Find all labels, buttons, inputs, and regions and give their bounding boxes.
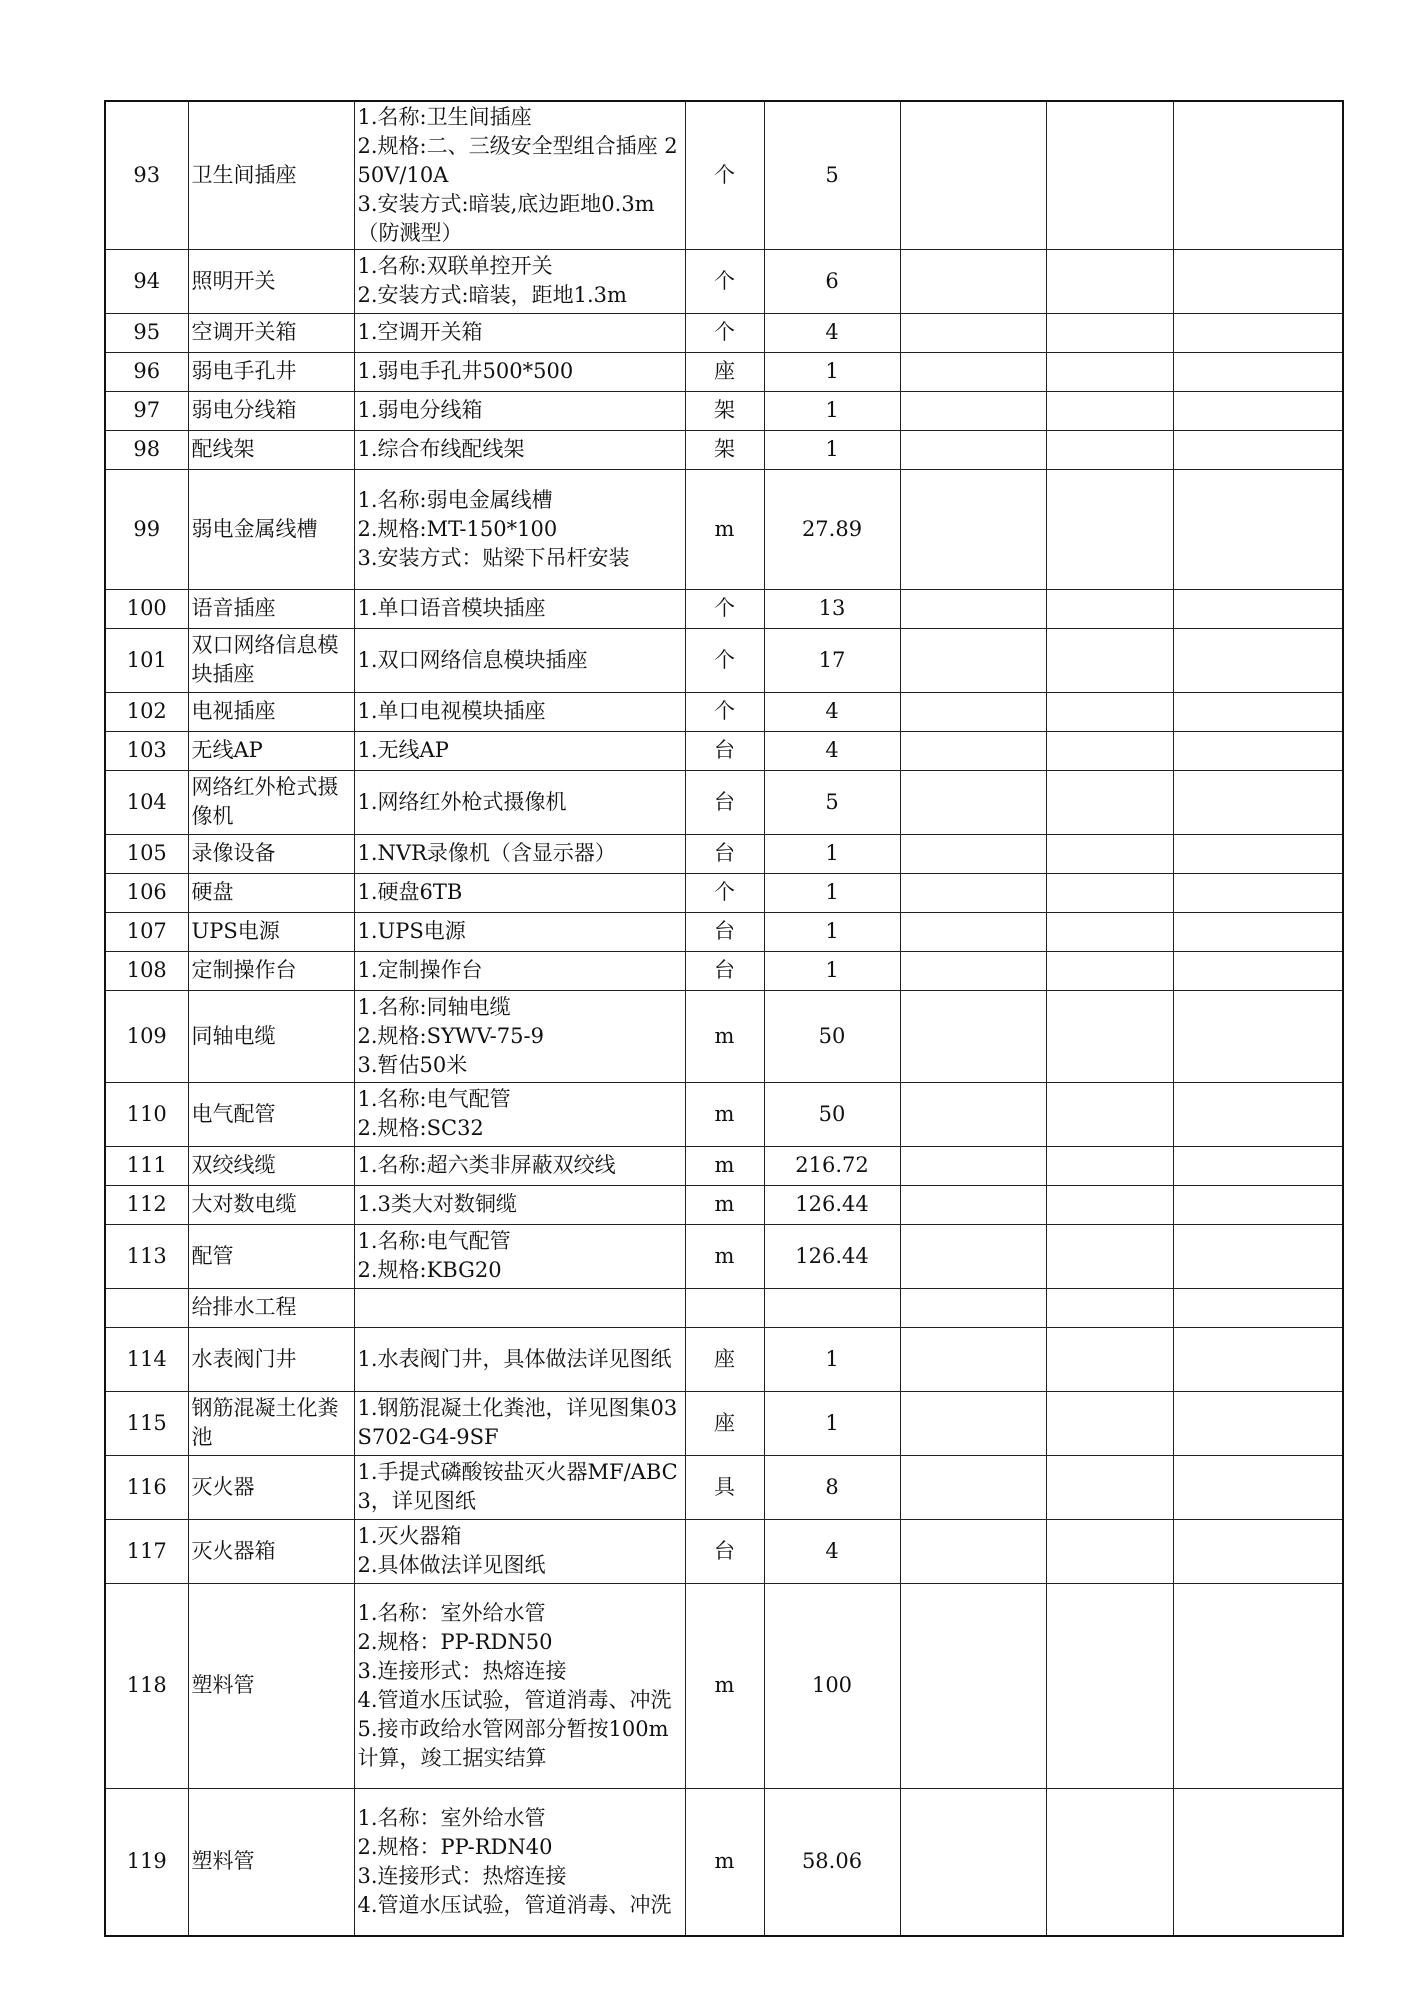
unit-price-cell — [900, 1288, 1046, 1327]
unit-cell: 台 — [685, 834, 764, 873]
quantity-cell: 1 — [764, 391, 900, 430]
total-price-cell — [1046, 990, 1173, 1082]
table-row — [105, 430, 1343, 469]
item-name-cell: 钢筋混凝土化粪池 — [188, 1391, 354, 1455]
item-description-cell: 1.UPS电源 — [354, 912, 685, 951]
unit-price-cell — [900, 731, 1046, 770]
item-name-cell: 大对数电缆 — [188, 1185, 354, 1224]
item-name-cell: 无线AP — [188, 731, 354, 770]
item-number-cell: 113 — [105, 1224, 188, 1288]
unit-price-cell — [900, 692, 1046, 731]
remarks-cell — [1173, 731, 1343, 770]
remarks-cell — [1173, 589, 1343, 628]
total-price-cell — [1046, 430, 1173, 469]
unit-price-cell — [900, 1519, 1046, 1583]
unit-cell: 个 — [685, 589, 764, 628]
remarks-cell — [1173, 990, 1343, 1082]
unit-cell: m — [685, 1082, 764, 1146]
table-row — [105, 313, 1343, 352]
item-description-cell: 1.钢筋混凝土化粪池，详见图集03S702-G4-9SF — [354, 1391, 685, 1455]
item-description-cell: 1.定制操作台 — [354, 951, 685, 990]
quantity-cell: 1 — [764, 873, 900, 912]
remarks-cell — [1173, 1327, 1343, 1391]
unit-price-cell — [900, 1224, 1046, 1288]
quantity-cell: 100 — [764, 1583, 900, 1788]
unit-cell: 台 — [685, 951, 764, 990]
item-name-cell: 塑料管 — [188, 1583, 354, 1788]
unit-cell: 座 — [685, 352, 764, 391]
quantity-cell: 4 — [764, 731, 900, 770]
item-name-cell: 弱电分线箱 — [188, 391, 354, 430]
quantity-cell: 216.72 — [764, 1146, 900, 1185]
table-row — [105, 1391, 1343, 1455]
table-row — [105, 589, 1343, 628]
unit-cell: 台 — [685, 731, 764, 770]
total-price-cell — [1046, 628, 1173, 692]
item-description-cell: 1.无线AP — [354, 731, 685, 770]
item-number-cell: 110 — [105, 1082, 188, 1146]
quantity-cell: 13 — [764, 589, 900, 628]
item-description-cell: 1.单口电视模块插座 — [354, 692, 685, 731]
item-number-cell: 116 — [105, 1455, 188, 1519]
unit-cell: 个 — [685, 101, 764, 249]
remarks-cell — [1173, 313, 1343, 352]
unit-cell — [685, 1288, 764, 1327]
remarks-cell — [1173, 101, 1343, 249]
table-row — [105, 990, 1343, 1082]
remarks-cell — [1173, 430, 1343, 469]
item-number-cell: 106 — [105, 873, 188, 912]
total-price-cell — [1046, 951, 1173, 990]
unit-price-cell — [900, 912, 1046, 951]
quantity-cell: 8 — [764, 1455, 900, 1519]
item-number-cell: 118 — [105, 1583, 188, 1788]
unit-cell: 台 — [685, 1519, 764, 1583]
item-name-cell: 配管 — [188, 1224, 354, 1288]
total-price-cell — [1046, 313, 1173, 352]
remarks-cell — [1173, 1583, 1343, 1788]
item-description-cell: 1.NVR录像机（含显示器） — [354, 834, 685, 873]
table-row — [105, 1224, 1343, 1288]
table-row — [105, 352, 1343, 391]
unit-price-cell — [900, 430, 1046, 469]
unit-cell: 台 — [685, 912, 764, 951]
remarks-cell — [1173, 873, 1343, 912]
quantity-cell: 1 — [764, 834, 900, 873]
item-name-cell: 塑料管 — [188, 1788, 354, 1936]
item-name-cell: 灭火器 — [188, 1455, 354, 1519]
item-name-cell: 灭火器箱 — [188, 1519, 354, 1583]
unit-price-cell — [900, 469, 1046, 589]
remarks-cell — [1173, 469, 1343, 589]
quantity-cell: 1 — [764, 1327, 900, 1391]
total-price-cell — [1046, 469, 1173, 589]
item-name-cell: 硬盘 — [188, 873, 354, 912]
total-price-cell — [1046, 1288, 1173, 1327]
quantity-cell: 126.44 — [764, 1185, 900, 1224]
quantity-cell: 5 — [764, 101, 900, 249]
item-number-cell: 115 — [105, 1391, 188, 1455]
item-name-cell: 电气配管 — [188, 1082, 354, 1146]
item-name-cell: 弱电金属线槽 — [188, 469, 354, 589]
item-name-cell: 照明开关 — [188, 249, 354, 313]
item-description-cell: 1.弱电分线箱 — [354, 391, 685, 430]
item-description-cell: 1.名称:电气配管 2.规格:SC32 — [354, 1082, 685, 1146]
item-name-cell: 卫生间插座 — [188, 101, 354, 249]
total-price-cell — [1046, 1391, 1173, 1455]
table-row — [105, 628, 1343, 692]
total-price-cell — [1046, 1327, 1173, 1391]
total-price-cell — [1046, 731, 1173, 770]
item-description-cell: 1.名称：室外给水管 2.规格：PP-RDN50 3.连接形式：热熔连接 4.管道水压试验，管道消毒、冲洗 5.接市政给水管网部分暂按100m计算，竣工据实结算 — [354, 1583, 685, 1788]
table-row — [105, 469, 1343, 589]
item-description-cell: 1.名称:电气配管 2.规格:KBG20 — [354, 1224, 685, 1288]
item-name-cell: 双口网络信息模块插座 — [188, 628, 354, 692]
item-number-cell: 108 — [105, 951, 188, 990]
remarks-cell — [1173, 692, 1343, 731]
quantity-cell: 4 — [764, 1519, 900, 1583]
item-description-cell: 1.名称:同轴电缆 2.规格:SYWV-75-9 3.暂估50米 — [354, 990, 685, 1082]
item-number-cell: 101 — [105, 628, 188, 692]
unit-price-cell — [900, 873, 1046, 912]
item-number-cell: 97 — [105, 391, 188, 430]
item-number-cell: 112 — [105, 1185, 188, 1224]
unit-price-cell — [900, 249, 1046, 313]
total-price-cell — [1046, 101, 1173, 249]
table-row — [105, 912, 1343, 951]
quantity-cell: 6 — [764, 249, 900, 313]
remarks-cell — [1173, 1146, 1343, 1185]
table-row — [105, 1519, 1343, 1583]
unit-cell: m — [685, 469, 764, 589]
quantity-cell: 5 — [764, 770, 900, 834]
unit-price-cell — [900, 391, 1046, 430]
unit-cell: 个 — [685, 628, 764, 692]
quantity-cell — [764, 1288, 900, 1327]
item-description-cell: 1.双口网络信息模块插座 — [354, 628, 685, 692]
bill-of-quantities-table — [104, 100, 1344, 1937]
item-name-cell: 电视插座 — [188, 692, 354, 731]
remarks-cell — [1173, 1455, 1343, 1519]
quantity-cell: 58.06 — [764, 1788, 900, 1936]
unit-price-cell — [900, 1185, 1046, 1224]
unit-price-cell — [900, 1455, 1046, 1519]
total-price-cell — [1046, 1146, 1173, 1185]
remarks-cell — [1173, 770, 1343, 834]
item-description-cell: 1.单口语音模块插座 — [354, 589, 685, 628]
item-description-cell: 1.空调开关箱 — [354, 313, 685, 352]
table-row — [105, 1082, 1343, 1146]
unit-cell: m — [685, 1185, 764, 1224]
quantity-cell: 4 — [764, 692, 900, 731]
item-name-cell: 语音插座 — [188, 589, 354, 628]
table-row — [105, 1788, 1343, 1936]
total-price-cell — [1046, 1788, 1173, 1936]
quantity-cell: 1 — [764, 912, 900, 951]
unit-price-cell — [900, 1082, 1046, 1146]
item-number-cell: 109 — [105, 990, 188, 1082]
table-row — [105, 873, 1343, 912]
unit-cell: 个 — [685, 313, 764, 352]
quantity-cell: 50 — [764, 990, 900, 1082]
total-price-cell — [1046, 770, 1173, 834]
remarks-cell — [1173, 1788, 1343, 1936]
unit-price-cell — [900, 951, 1046, 990]
table-body — [105, 101, 1343, 1936]
total-price-cell — [1046, 1455, 1173, 1519]
total-price-cell — [1046, 912, 1173, 951]
item-description-cell: 1.名称:卫生间插座 2.规格:二、三级安全型组合插座 250V/10A 3.安装方式:暗装,底边距地0.3m（防溅型） — [354, 101, 685, 249]
remarks-cell — [1173, 1391, 1343, 1455]
unit-cell: m — [685, 1583, 764, 1788]
item-number-cell: 99 — [105, 469, 188, 589]
table-row — [105, 770, 1343, 834]
remarks-cell — [1173, 352, 1343, 391]
table-row — [105, 391, 1343, 430]
unit-cell: 个 — [685, 692, 764, 731]
unit-price-cell — [900, 1391, 1046, 1455]
item-number-cell: 107 — [105, 912, 188, 951]
unit-cell: m — [685, 990, 764, 1082]
item-name-cell: 水表阀门井 — [188, 1327, 354, 1391]
unit-price-cell — [900, 352, 1046, 391]
unit-price-cell — [900, 1583, 1046, 1788]
item-number-cell: 94 — [105, 249, 188, 313]
total-price-cell — [1046, 352, 1173, 391]
quantity-cell: 50 — [764, 1082, 900, 1146]
item-name-cell: 弱电手孔井 — [188, 352, 354, 391]
item-number-cell: 103 — [105, 731, 188, 770]
item-number-cell: 96 — [105, 352, 188, 391]
unit-cell: 个 — [685, 249, 764, 313]
quantity-cell: 27.89 — [764, 469, 900, 589]
quantity-cell: 4 — [764, 313, 900, 352]
item-description-cell: 1.综合布线配线架 — [354, 430, 685, 469]
unit-price-cell — [900, 313, 1046, 352]
table-row — [105, 951, 1343, 990]
unit-cell: 架 — [685, 391, 764, 430]
item-number-cell — [105, 1288, 188, 1327]
table-row — [105, 1327, 1343, 1391]
table-row — [105, 249, 1343, 313]
item-description-cell: 1.水表阀门井，具体做法详见图纸 — [354, 1327, 685, 1391]
unit-price-cell — [900, 1146, 1046, 1185]
quantity-cell: 1 — [764, 1391, 900, 1455]
unit-cell: 台 — [685, 770, 764, 834]
item-description-cell: 1.硬盘6TB — [354, 873, 685, 912]
item-description-cell: 1.名称:弱电金属线槽 2.规格:MT-150*100 3.安装方式：贴梁下吊杆安装 — [354, 469, 685, 589]
remarks-cell — [1173, 834, 1343, 873]
item-number-cell: 114 — [105, 1327, 188, 1391]
quantity-cell: 1 — [764, 951, 900, 990]
item-description-cell: 1.名称:超六类非屏蔽双绞线 — [354, 1146, 685, 1185]
remarks-cell — [1173, 391, 1343, 430]
item-name-cell: 双绞线缆 — [188, 1146, 354, 1185]
unit-price-cell — [900, 628, 1046, 692]
item-number-cell: 100 — [105, 589, 188, 628]
remarks-cell — [1173, 249, 1343, 313]
total-price-cell — [1046, 1224, 1173, 1288]
unit-cell: 个 — [685, 873, 764, 912]
unit-cell: m — [685, 1146, 764, 1185]
unit-price-cell — [900, 834, 1046, 873]
total-price-cell — [1046, 1519, 1173, 1583]
total-price-cell — [1046, 1583, 1173, 1788]
unit-price-cell — [900, 101, 1046, 249]
unit-cell: 座 — [685, 1327, 764, 1391]
item-name-cell: UPS电源 — [188, 912, 354, 951]
table-row — [105, 731, 1343, 770]
unit-cell: m — [685, 1788, 764, 1936]
item-number-cell: 93 — [105, 101, 188, 249]
item-number-cell: 111 — [105, 1146, 188, 1185]
item-description-cell: 1.3类大对数铜缆 — [354, 1185, 685, 1224]
table-row — [105, 1185, 1343, 1224]
item-name-cell: 空调开关箱 — [188, 313, 354, 352]
table-row — [105, 1455, 1343, 1519]
unit-price-cell — [900, 1788, 1046, 1936]
item-name-cell: 网络红外枪式摄像机 — [188, 770, 354, 834]
item-name-cell: 给排水工程 — [188, 1288, 354, 1327]
table-row — [105, 1583, 1343, 1788]
table-row — [105, 1288, 1343, 1327]
item-name-cell: 同轴电缆 — [188, 990, 354, 1082]
unit-cell: 座 — [685, 1391, 764, 1455]
item-number-cell: 95 — [105, 313, 188, 352]
table-row — [105, 692, 1343, 731]
item-name-cell: 定制操作台 — [188, 951, 354, 990]
quantity-cell: 1 — [764, 430, 900, 469]
total-price-cell — [1046, 1185, 1173, 1224]
remarks-cell — [1173, 1185, 1343, 1224]
remarks-cell — [1173, 1224, 1343, 1288]
unit-cell: m — [685, 1224, 764, 1288]
item-number-cell: 117 — [105, 1519, 188, 1583]
remarks-cell — [1173, 1082, 1343, 1146]
quantity-cell: 17 — [764, 628, 900, 692]
item-description-cell: 1.手提式磷酸铵盐灭火器MF/ABC3，详见图纸 — [354, 1455, 685, 1519]
total-price-cell — [1046, 589, 1173, 628]
remarks-cell — [1173, 1288, 1343, 1327]
total-price-cell — [1046, 834, 1173, 873]
unit-price-cell — [900, 1327, 1046, 1391]
total-price-cell — [1046, 873, 1173, 912]
item-description-cell: 1.弱电手孔井500*500 — [354, 352, 685, 391]
item-description-cell: 1.灭火器箱 2.具体做法详见图纸 — [354, 1519, 685, 1583]
total-price-cell — [1046, 249, 1173, 313]
remarks-cell — [1173, 912, 1343, 951]
item-number-cell: 104 — [105, 770, 188, 834]
item-name-cell: 配线架 — [188, 430, 354, 469]
remarks-cell — [1173, 628, 1343, 692]
unit-cell: 架 — [685, 430, 764, 469]
item-description-cell: 1.网络红外枪式摄像机 — [354, 770, 685, 834]
item-number-cell: 102 — [105, 692, 188, 731]
item-number-cell: 105 — [105, 834, 188, 873]
remarks-cell — [1173, 951, 1343, 990]
item-description-cell: 1.名称:双联单控开关 2.安装方式:暗装，距地1.3m — [354, 249, 685, 313]
quantity-cell: 126.44 — [764, 1224, 900, 1288]
unit-price-cell — [900, 770, 1046, 834]
table-row — [105, 101, 1343, 249]
unit-price-cell — [900, 589, 1046, 628]
unit-cell: 具 — [685, 1455, 764, 1519]
table-row — [105, 1146, 1343, 1185]
total-price-cell — [1046, 692, 1173, 731]
item-description-cell: 1.名称：室外给水管 2.规格：PP-RDN40 3.连接形式：热熔连接 4.管道水压试验，管道消毒、冲洗 — [354, 1788, 685, 1936]
remarks-cell — [1173, 1519, 1343, 1583]
total-price-cell — [1046, 391, 1173, 430]
table-row — [105, 834, 1343, 873]
total-price-cell — [1046, 1082, 1173, 1146]
quantity-cell: 1 — [764, 352, 900, 391]
unit-price-cell — [900, 990, 1046, 1082]
item-number-cell: 98 — [105, 430, 188, 469]
item-number-cell: 119 — [105, 1788, 188, 1936]
item-name-cell: 录像设备 — [188, 834, 354, 873]
item-description-cell — [354, 1288, 685, 1327]
